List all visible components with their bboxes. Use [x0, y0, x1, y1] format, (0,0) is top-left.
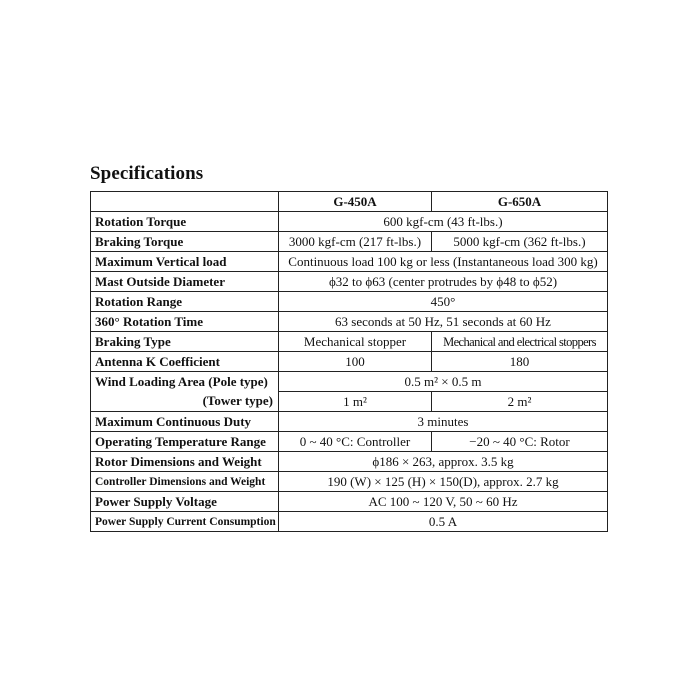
row-label: Rotor Dimensions and Weight [91, 452, 279, 472]
row-value: Continuous load 100 kg or less (Instantaneous load 300 kg) [279, 252, 608, 272]
table-row [91, 292, 608, 312]
row-label: Operating Temperature Range [91, 432, 279, 452]
table-row [91, 312, 608, 332]
row-label: Maximum Continuous Duty [91, 412, 279, 432]
row-value: AC 100 ~ 120 V, 50 ~ 60 Hz [279, 492, 608, 512]
row-label: Rotation Torque [91, 212, 279, 232]
row-value-b: 180 [432, 352, 608, 372]
specifications-table [90, 191, 608, 532]
row-label: Wind Loading Area (Pole type) [91, 372, 279, 392]
row-value-b: 2 m² [432, 392, 608, 412]
row-value-b: −20 ~ 40 °C: Rotor [432, 432, 608, 452]
row-label: Rotation Range [91, 292, 279, 312]
row-value-a: 0 ~ 40 °C: Controller [279, 432, 432, 452]
row-label: Maximum Vertical load [91, 252, 279, 272]
table-row [91, 452, 608, 472]
row-value-a: Mechanical stopper [279, 332, 432, 352]
page-title: Specifications [90, 163, 204, 184]
row-value-a: 3000 kgf-cm (217 ft-lbs.) [279, 232, 432, 252]
row-value-b: 5000 kgf-cm (362 ft-lbs.) [432, 232, 608, 252]
table-row [91, 392, 608, 412]
row-value: 600 kgf-cm (43 ft-lbs.) [279, 212, 608, 232]
row-value-b: Mechanical and electrical stoppers [432, 332, 608, 352]
table-row [91, 432, 608, 452]
table-row [91, 412, 608, 432]
table-row [91, 492, 608, 512]
header-model-a: G-450A [279, 192, 432, 212]
row-value: 63 seconds at 50 Hz, 51 seconds at 60 Hz [279, 312, 608, 332]
row-value: 190 (W) × 125 (H) × 150(D), approx. 2.7 kg [279, 472, 608, 492]
table-row [91, 212, 608, 232]
row-label: Braking Torque [91, 232, 279, 252]
row-label: (Tower type) [91, 392, 279, 412]
row-value: 0.5 A [279, 512, 608, 532]
row-label: Antenna K Coefficient [91, 352, 279, 372]
row-value-a: 1 m² [279, 392, 432, 412]
row-value: 0.5 m² × 0.5 m [279, 372, 608, 392]
table-row [91, 472, 608, 492]
row-value: 450° [279, 292, 608, 312]
row-label: Power Supply Voltage [91, 492, 279, 512]
table-row [91, 372, 608, 392]
row-label: 360° Rotation Time [91, 312, 279, 332]
header-blank [91, 192, 279, 212]
row-value: ϕ32 to ϕ63 (center protrudes by ϕ48 to ϕ52) [279, 272, 608, 292]
table-row [91, 512, 608, 532]
table-row [91, 232, 608, 252]
row-value: 3 minutes [279, 412, 608, 432]
row-label: Power Supply Current Consumption [91, 512, 279, 532]
row-label: Mast Outside Diameter [91, 272, 279, 292]
row-label: Controller Dimensions and Weight [91, 472, 279, 492]
header-model-b: G-650A [432, 192, 608, 212]
table-row [91, 352, 608, 372]
table-row [91, 272, 608, 292]
row-value: ϕ186 × 263, approx. 3.5 kg [279, 452, 608, 472]
row-label: Braking Type [91, 332, 279, 352]
table-row [91, 332, 608, 352]
header-row [91, 192, 608, 212]
table-row [91, 252, 608, 272]
row-value-a: 100 [279, 352, 432, 372]
